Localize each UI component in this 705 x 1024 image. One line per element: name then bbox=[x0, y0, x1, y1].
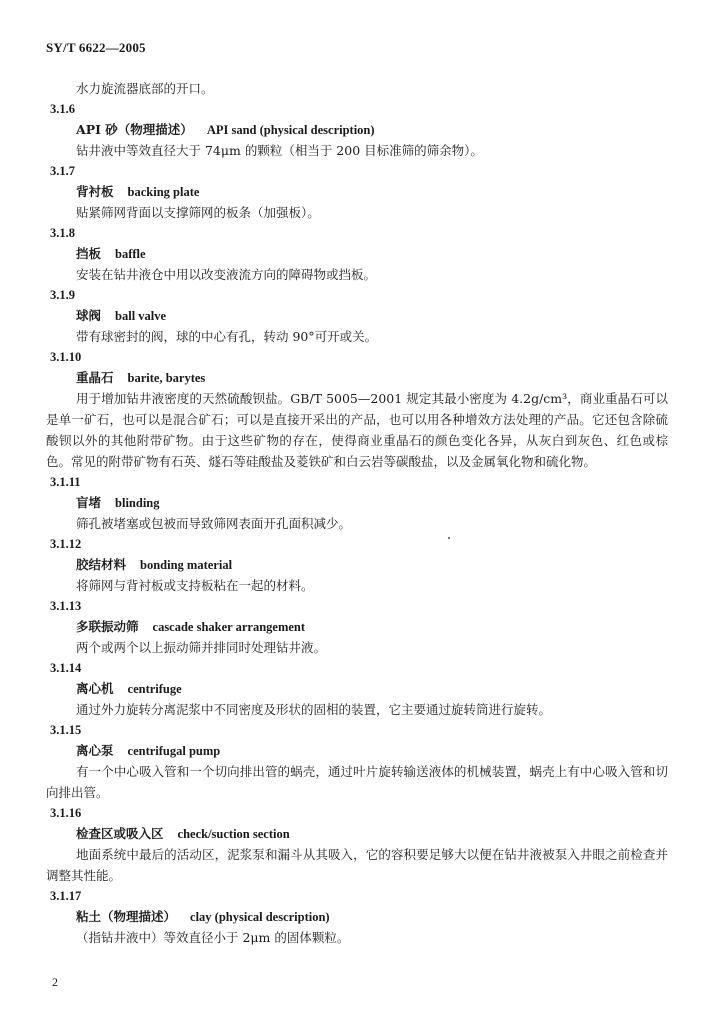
term-definition: 将筛网与背衬板或支持板粘在一起的材料。 bbox=[76, 578, 314, 593]
clause-number: 3.1.10 bbox=[50, 350, 82, 364]
clause-number: 3.1.17 bbox=[50, 889, 82, 903]
term-english: backing plate bbox=[127, 185, 200, 199]
clause-number: 3.1.15 bbox=[50, 723, 82, 737]
clause-number: 3.1.12 bbox=[50, 537, 82, 551]
page-number: 2 bbox=[52, 975, 58, 989]
term-definition: 通过外力旋转分离泥浆中不同密度及形状的固相的装置，它主要通过旋转筒进行旋转。 bbox=[76, 702, 552, 717]
term-english: bonding material bbox=[140, 558, 233, 572]
term-english: centrifugal pump bbox=[127, 744, 221, 758]
term-english: barite, barytes bbox=[127, 371, 206, 385]
term-heading bbox=[46, 119, 668, 140]
term-english: centrifuge bbox=[127, 682, 182, 696]
term-entries bbox=[46, 99, 668, 948]
term-chinese: 粘土（物理描述） bbox=[76, 909, 177, 924]
term-english: cascade shaker arrangement bbox=[152, 620, 306, 634]
term-heading bbox=[46, 740, 668, 761]
term-heading bbox=[46, 305, 668, 326]
term-chinese: 离心机 bbox=[76, 681, 114, 696]
term-english: ball valve bbox=[115, 309, 167, 323]
term-chinese: 盲堵 bbox=[76, 495, 102, 510]
clause-number: 3.1.11 bbox=[50, 475, 81, 489]
term-english: blinding bbox=[115, 496, 160, 510]
clause-number: 3.1.6 bbox=[50, 102, 75, 116]
term-heading bbox=[46, 906, 668, 927]
term-heading bbox=[46, 243, 668, 264]
term-definition: 有一个中心吸入管和一个切向排出管的蜗壳，通过叶片旋转输送液体的机械装置，蜗壳上有中心吸入管和切向排出管。 bbox=[46, 764, 668, 800]
term-definition: 地面系统中最后的活动区，泥浆泵和漏斗从其吸入，它的容积要足够大以便在钻井液被泵入井眼之前检查并调整其性能。 bbox=[46, 847, 668, 883]
term-chinese: 多联振动筛 bbox=[76, 619, 139, 634]
term-english: clay (physical description) bbox=[190, 910, 330, 924]
clause-number: 3.1.16 bbox=[50, 806, 82, 820]
term-chinese: 胶结材料 bbox=[76, 557, 127, 572]
term-chinese: 挡板 bbox=[76, 246, 102, 261]
term-heading bbox=[46, 616, 668, 637]
term-english: baffle bbox=[115, 247, 146, 261]
term-definition: 贴紧筛网背面以支撑筛网的板条（加强板）。 bbox=[76, 205, 320, 220]
term-heading bbox=[46, 367, 668, 388]
term-heading bbox=[46, 492, 668, 513]
term-english: check/suction section bbox=[177, 827, 290, 841]
term-heading bbox=[46, 823, 668, 844]
clause-number: 3.1.14 bbox=[50, 661, 82, 675]
standard-code-header: SY/T 6622—2005 bbox=[46, 40, 146, 55]
terms-content bbox=[46, 78, 668, 948]
term-definition: 筛孔被堵塞或包被而导致筛网表面开孔面积减少。 bbox=[76, 516, 352, 531]
term-chinese: 离心泵 bbox=[76, 743, 114, 758]
term-chinese: 重晶石 bbox=[76, 370, 114, 385]
term-definition: （指钻井液中）等效直径小于 2μm 的固体颗粒。 bbox=[76, 930, 350, 945]
term-chinese: API 砂（物理描述） bbox=[76, 122, 193, 137]
term-definition: 钻井液中等效直径大于 74μm 的颗粒（相当于 200 目标准筛的筛余物）。 bbox=[76, 143, 483, 158]
term-definition: 两个或两个以上振动筛并排同时处理钻井液。 bbox=[76, 640, 327, 655]
term-definition: 用于增加钻井液密度的天然硫酸钡盐。GB/T 5005—2001 规定其最小密度为 4.2g/cm³，商业重晶石可以是单一矿石，也可以是混合矿石；可以是直接开采出的产品，也可以用各种增效方法处理的产品。它还包含除硫酸钡以外的其他附带矿物。由于这些矿物的存在，使得商业重晶石的颜色变化各异，从灰白到灰色、红色或棕色。常见的附带矿物有石英、燧石等硅酸盐及菱铁矿和白云岩等碳酸盐，以及金属氧化物和硫化物。 bbox=[46, 391, 668, 469]
term-english: API sand (physical description) bbox=[206, 123, 375, 137]
clause-number: 3.1.8 bbox=[50, 226, 75, 240]
term-definition: 带有球密封的阀，球的中心有孔，转动 90°可开或关。 bbox=[76, 329, 378, 344]
clause-number: 3.1.7 bbox=[50, 164, 75, 178]
intro-line: 水力旋流器底部的开口。 bbox=[76, 81, 214, 96]
clause-number: 3.1.9 bbox=[50, 288, 75, 302]
term-chinese: 球阀 bbox=[76, 308, 102, 323]
term-heading bbox=[46, 554, 668, 575]
scan-speck bbox=[448, 537, 450, 539]
term-heading bbox=[46, 181, 668, 202]
term-chinese: 背衬板 bbox=[76, 184, 114, 199]
term-heading bbox=[46, 678, 668, 699]
term-definition: 安装在钻井液仓中用以改变液流方向的障碍物或挡板。 bbox=[76, 267, 377, 282]
clause-number: 3.1.13 bbox=[50, 599, 82, 613]
term-chinese: 检查区或吸入区 bbox=[76, 826, 164, 841]
